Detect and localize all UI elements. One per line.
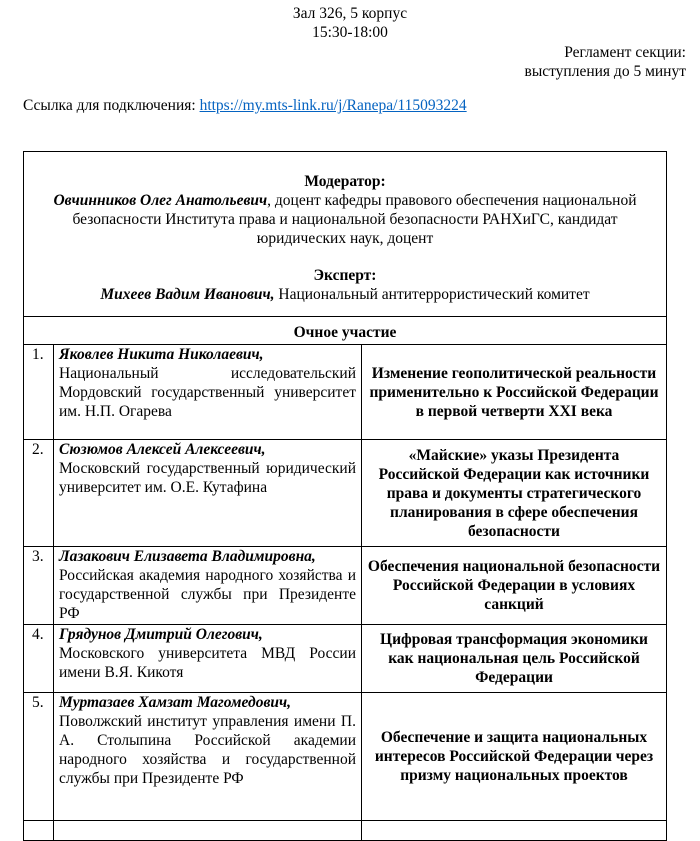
moderator-row xyxy=(24,152,667,317)
participant-info xyxy=(54,693,362,821)
participant-name: Грядунов Дмитрий Олегович, xyxy=(59,626,263,643)
table-row-continuation xyxy=(24,821,667,841)
expert-description: Национальный антитеррористический комитет xyxy=(274,286,590,303)
participant-number: 4. xyxy=(24,625,54,693)
moderator-cell xyxy=(24,152,667,317)
expert-name: Михеев Вадим Иванович, xyxy=(100,286,275,303)
participant-org: Российская академия народного хозяйства и государственной службы при Президенте РФ xyxy=(59,567,356,622)
participant-topic: Обеспечения национальной безопасности Российской Федерации в условиях санкций xyxy=(362,547,667,625)
program-table xyxy=(23,151,667,841)
participant-org: Поволжский институт управления имени П. А. Столыпина Российской академии народного хозяйства и государственной службы при Президенте РФ xyxy=(59,713,356,787)
connection-link[interactable]: https://my.mts-link.ru/j/Ranepa/115093224 xyxy=(199,97,467,114)
participant-info xyxy=(54,345,362,440)
participant-name: Муртазаев Хамзат Магомедович, xyxy=(59,694,292,711)
participant-row xyxy=(24,547,667,625)
moderator-name: Овчинников Олег Анатольевич xyxy=(53,192,268,209)
participant-info xyxy=(54,625,362,693)
moderator-info xyxy=(29,191,661,248)
participant-name: Яковлев Никита Николаевич, xyxy=(59,346,264,363)
participant-info xyxy=(54,547,362,625)
venue-room: Зал 326, 5 корпус xyxy=(292,5,408,22)
connection-link-line xyxy=(23,96,467,115)
participant-name: Лазакович Елизавета Владимировна, xyxy=(59,548,316,565)
participant-row xyxy=(24,440,667,547)
participant-topic: Обеспечение и защита национальных интересов Российской Федерации через призму национальных проектов xyxy=(362,693,667,821)
participant-info xyxy=(54,440,362,547)
section-row xyxy=(24,317,667,345)
participant-number: 2. xyxy=(24,440,54,547)
participant-topic: Цифровая трансформация экономики как национальная цель Российской Федерации xyxy=(362,625,667,693)
participant-topic: «Майские» указы Президента Российской Федерации как источники права и документы стратегического планирования в сфере обеспечения безопасности xyxy=(362,440,667,547)
reglament-text: выступления до 5 минут xyxy=(524,63,686,80)
participant-name: Сюзюмов Алексей Алексеевич, xyxy=(59,441,266,458)
section-reglament xyxy=(525,43,687,81)
link-label: Ссылка для подключения: xyxy=(23,97,200,114)
moderator-label: Модератор: xyxy=(304,173,386,190)
reglament-title: Регламент секции: xyxy=(564,44,686,61)
participant-org: Национальный исследовательский Мордовский государственный университет им. Н.П. Огарева xyxy=(59,365,356,420)
participant-topic: Изменение геополитической реальности применительно к Российской Федерации в первой четверти XXI века xyxy=(362,345,667,440)
participant-number: 3. xyxy=(24,547,54,625)
participant-row xyxy=(24,625,667,693)
venue-info xyxy=(0,4,700,42)
participant-org: Московский государственный юридический университет им. О.Е. Кутафина xyxy=(59,460,356,496)
expert-label: Эксперт: xyxy=(313,267,377,284)
participant-number: 5. xyxy=(24,693,54,821)
section-title: Очное участие xyxy=(24,317,667,345)
expert-info xyxy=(29,285,661,304)
moderator-description: , доцент кафедры правового обеспечения национальной безопасности Института права и национальной безопасности РАНХиГС, кандидат юридических наук, доцент xyxy=(72,192,637,247)
participant-row xyxy=(24,693,667,821)
venue-time: 15:30-18:00 xyxy=(312,24,388,41)
participant-org: Московского университета МВД России имени В.Я. Кикотя xyxy=(59,645,356,681)
participant-row xyxy=(24,345,667,440)
participant-number: 1. xyxy=(24,345,54,440)
